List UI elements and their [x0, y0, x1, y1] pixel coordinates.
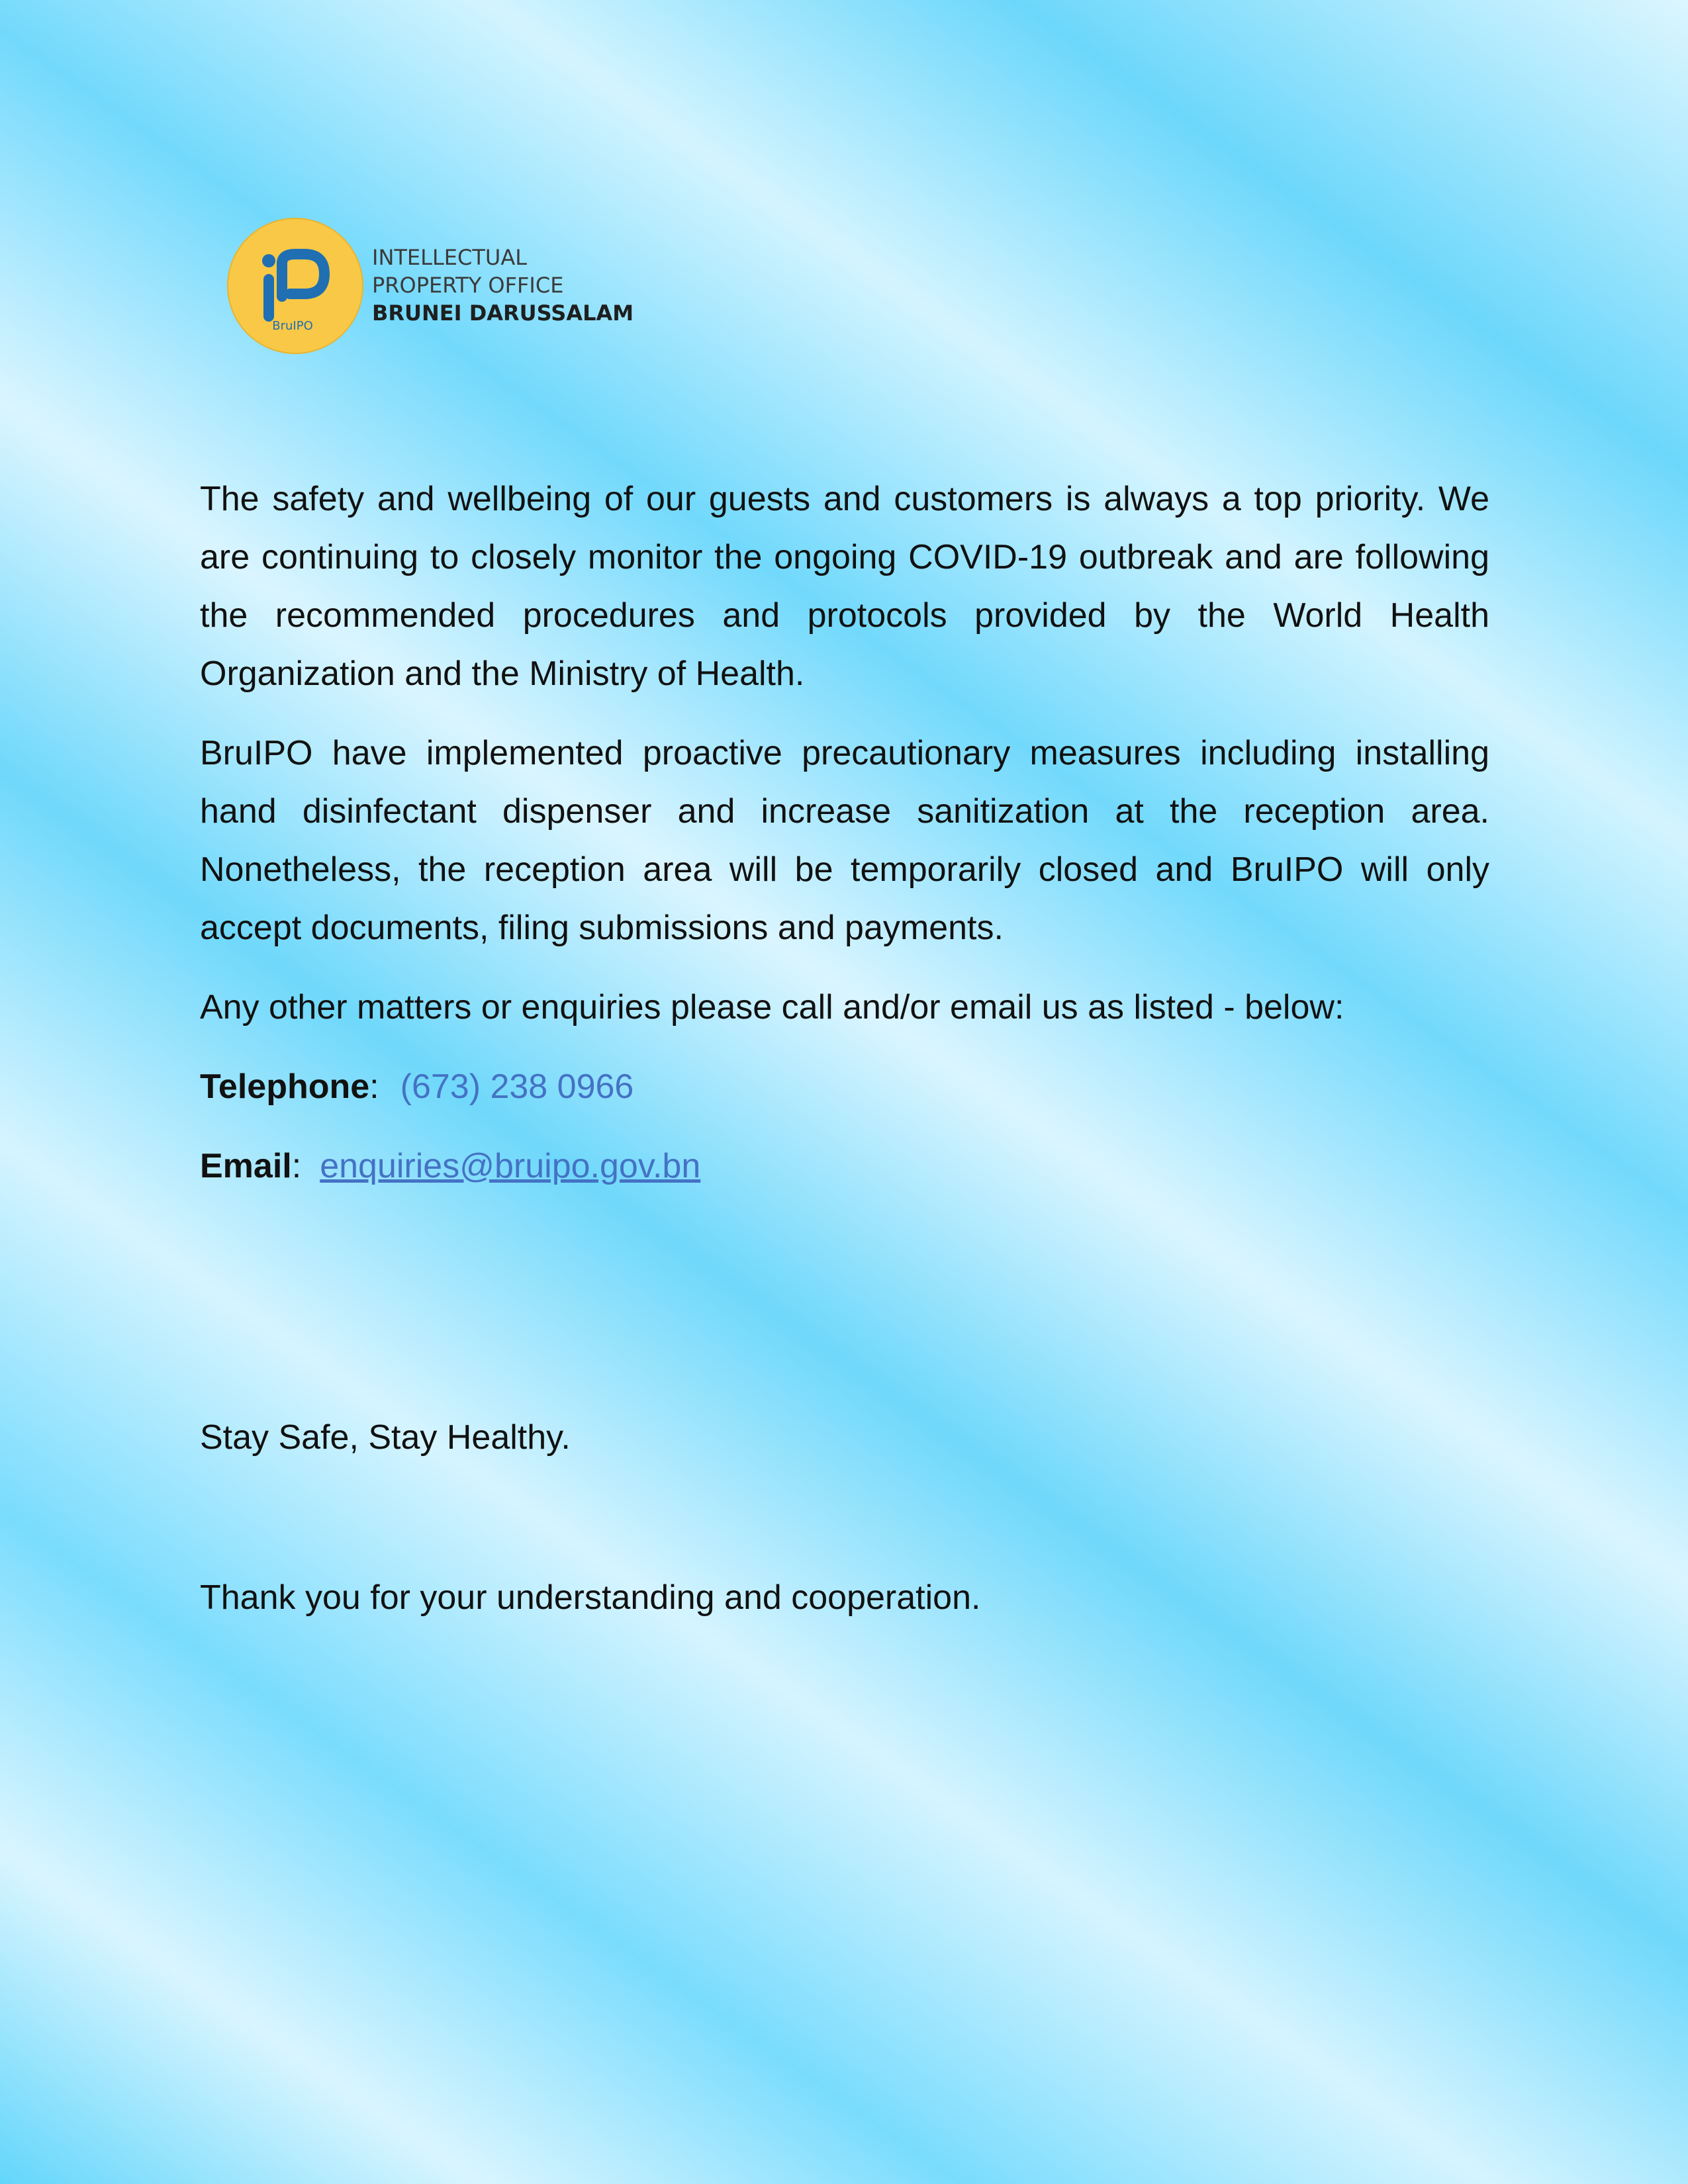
logo-line-1: INTELLECTUAL [372, 245, 528, 270]
notice-body [200, 470, 1489, 1216]
logo-wordmark [372, 244, 633, 327]
badge-text: BruIPO [272, 319, 313, 333]
closing-stay-safe: Stay Safe, Stay Healthy. [200, 1418, 571, 1457]
telephone-number[interactable]: (673) 238 0966 [400, 1068, 634, 1106]
paragraph-safety: The safety and wellbeing of our guests and customers is always a top priority. We are continuing to closely monitor the ongoing COVID-19 outbreak and are following the recommended procedures and protocols provided by the World Health Organization and the Ministry of Health. [200, 480, 1489, 693]
telephone-label: Telephone [200, 1068, 370, 1106]
email-link[interactable]: enquiries@bruipo.gov.bn [320, 1147, 701, 1185]
email-label: Email [200, 1147, 292, 1185]
telephone-line [200, 1058, 1489, 1116]
logo-line-3: BRUNEI DARUSSALAM [372, 300, 634, 326]
paragraph-measures: BruIPO have implemented proactive precautionary measures including installing hand disinfectant dispenser and increase sanitization at the reception area. Nonetheless, the reception area will be temporarily closed and BruIPO will only accept documents, filing submissions and payments. [200, 734, 1489, 947]
email-line [200, 1137, 1489, 1195]
email-separator: : [291, 1147, 302, 1185]
bruipo-badge-icon [226, 217, 364, 355]
telephone-separator: : [369, 1068, 379, 1106]
closing-thank-you: Thank you for your understanding and cooperation. [200, 1578, 981, 1617]
logo-line-2: PROPERTY OFFICE [372, 273, 564, 298]
bruipo-logo [226, 217, 637, 356]
paragraph-enquiries: Any other matters or enquiries please call and/or email us as listed - below: [200, 988, 1344, 1026]
